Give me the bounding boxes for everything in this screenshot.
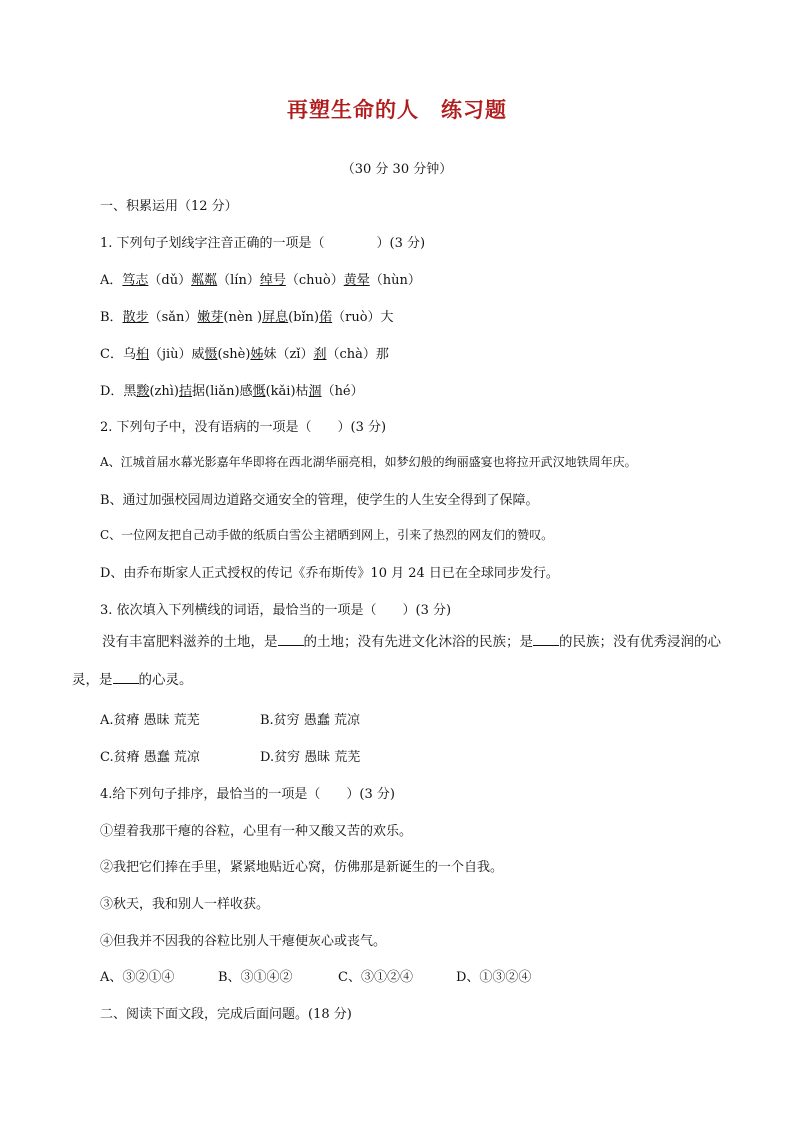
underlined-word: 拮 bbox=[178, 384, 192, 399]
q2-stem: 2. 下列句子中，没有语病的一项是（ ）(3 分) bbox=[100, 420, 387, 435]
q4-sentence-2: ②我把它们捧在手里，紧紧地贴近心窝，仿佛那是新诞生的一个自我。 bbox=[100, 860, 504, 875]
underlined-word: 黢 bbox=[136, 384, 150, 399]
q1-option-a bbox=[100, 269, 421, 288]
q2-option-d: D、由乔布斯家人正式授权的传记《乔布斯传》10 月 24 日已在全球同步发行。 bbox=[100, 566, 559, 581]
underlined-word: 慑 bbox=[204, 347, 218, 362]
passage-text: 没有丰富肥料滋养的土地，是 bbox=[102, 634, 278, 650]
document-subtitle: （30 分 30 分钟） bbox=[341, 162, 453, 177]
q4-options-row bbox=[100, 966, 531, 985]
q4-option-c: C、③①②④ bbox=[338, 970, 413, 985]
q2-option-a: A、江城首届水幕光影嘉年华即将在西北湖华丽亮相，如梦幻般的绚丽盛宴也将拉开武汉地铁周年庆。 bbox=[100, 455, 637, 469]
underlined-word: 偌 bbox=[319, 310, 333, 325]
passage-text: 的土地；没有先进文化沐浴的民族；是 bbox=[303, 634, 533, 650]
q4-sentence-4: ④但我并不因我的谷粒比别人干瘪便灰心或丧气。 bbox=[100, 934, 387, 949]
underlined-word: 屏息 bbox=[262, 310, 289, 325]
q4-sentence-1: ①望着我那干瘪的谷粒，心里有一种又酸又苦的欢乐。 bbox=[100, 824, 413, 839]
q1-option-b bbox=[100, 306, 394, 325]
underlined-word: 绰号 bbox=[259, 273, 286, 288]
pinyin: （dǔ） bbox=[148, 273, 192, 288]
fill-blank bbox=[533, 632, 559, 646]
pinyin: （sǎn） bbox=[148, 310, 198, 325]
q3-option-b: B.贫穷 愚蠢 荒凉 bbox=[260, 713, 360, 728]
q3-options-row-2 bbox=[100, 746, 360, 765]
section-2-heading: 二、阅读下面文段，完成后面问题。(18 分) bbox=[100, 1007, 352, 1022]
underlined-word: 刹 bbox=[313, 347, 327, 362]
q3-option-d: D.贫穷 愚昧 荒芜 bbox=[260, 750, 361, 765]
pinyin: (bǐn) bbox=[288, 310, 320, 325]
underlined-word: 慨 bbox=[252, 384, 266, 399]
pinyin: （jiù）威 bbox=[148, 347, 205, 362]
underlined-word: 粼粼 bbox=[191, 273, 218, 288]
underlined-word: 姊 bbox=[250, 347, 264, 362]
pinyin: (kǎi)枯 bbox=[265, 384, 309, 399]
pinyin: 妹（zǐ） bbox=[263, 347, 314, 362]
q4-option-d: D、①③②④ bbox=[456, 970, 532, 985]
underlined-word: 笃志 bbox=[122, 273, 149, 288]
q1-option-c bbox=[100, 343, 389, 362]
q1-stem: 1. 下列句子划线字注音正确的一项是（ ）(3 分) bbox=[100, 236, 426, 251]
fill-blank bbox=[278, 632, 304, 646]
passage-text: 的民族；没有优秀浸润的心灵，是 bbox=[72, 634, 721, 688]
q4-option-b: B、③①④② bbox=[218, 970, 293, 985]
q2-option-c: C、一位网友把自己动手做的纸质白雪公主裙晒到网上，引来了热烈的网友们的赞叹。 bbox=[100, 528, 554, 542]
pinyin: (zhì) bbox=[149, 384, 179, 399]
option-prefix: D．黑 bbox=[100, 384, 137, 399]
pinyin: （chà）那 bbox=[326, 347, 389, 362]
option-prefix: A． bbox=[100, 273, 123, 288]
document-title: 再塑生命的人 练习题 bbox=[287, 97, 507, 122]
underlined-word: 涸 bbox=[308, 384, 322, 399]
q4-option-a: A、③②①④ bbox=[100, 970, 175, 985]
pinyin: (nèn ) bbox=[223, 310, 263, 325]
q2-option-b: B、通过加强校园周边道路交通安全的管理，使学生的人生安全得到了保障。 bbox=[100, 493, 539, 508]
q4-stem: 4.给下列句子排序，最恰当的一项是（ ）(3 分) bbox=[100, 787, 395, 802]
q3-passage bbox=[72, 623, 732, 699]
q3-option-a: A.贫瘠 愚昧 荒芜 bbox=[100, 713, 200, 728]
passage-text: 的心灵。 bbox=[138, 672, 193, 688]
pinyin: （hùn） bbox=[369, 273, 421, 288]
section-1-heading: 一、积累运用（12 分） bbox=[100, 199, 238, 214]
q4-sentence-3: ③秋天，我和别人一样收获。 bbox=[100, 897, 270, 912]
pinyin: 据(liǎn)感 bbox=[192, 384, 253, 399]
q3-options-row-1 bbox=[100, 709, 360, 728]
underlined-word: 黄晕 bbox=[343, 273, 370, 288]
pinyin: （hé） bbox=[321, 384, 364, 399]
pinyin: (shè) bbox=[217, 347, 251, 362]
pinyin: （ruò）大 bbox=[332, 310, 394, 325]
q3-option-c: C.贫瘠 愚蠢 荒凉 bbox=[100, 750, 200, 765]
q1-option-d bbox=[100, 380, 364, 399]
fill-blank bbox=[113, 670, 139, 684]
q3-stem: 3. 依次填入下列横线的词语，最恰当的一项是（ ）(3 分) bbox=[100, 603, 452, 618]
underlined-word: 桕 bbox=[135, 347, 149, 362]
underlined-word: 嫩芽 bbox=[197, 310, 224, 325]
pinyin: （chuò） bbox=[285, 273, 344, 288]
underlined-word: 散步 bbox=[122, 310, 149, 325]
pinyin: （lín） bbox=[217, 273, 260, 288]
option-prefix: C．乌 bbox=[100, 347, 136, 362]
option-prefix: B． bbox=[100, 310, 123, 325]
